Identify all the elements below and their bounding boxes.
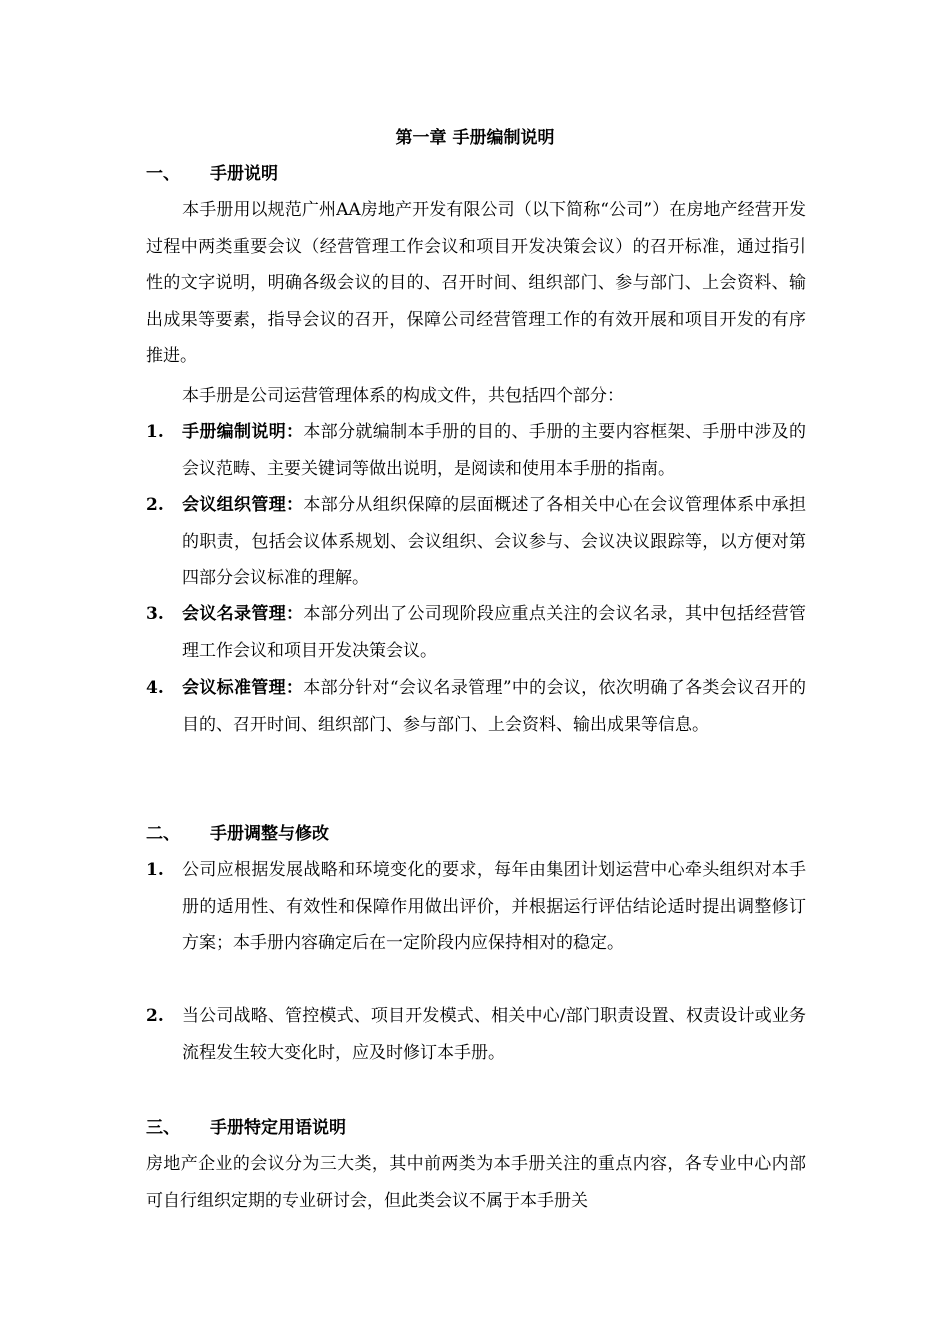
section-title: 手册调整与修改: [210, 824, 329, 844]
paragraph-meeting-types: [146, 1146, 806, 1219]
list-item-number: 1.: [146, 422, 164, 442]
list-item: [146, 414, 806, 487]
section-title: 手册特定用语说明: [210, 1118, 346, 1138]
list-item-text: 本部分就编制本手册的目的、手册的主要内容框架、手册中涉及的会议范畴、主要关键词等做出说明，是阅读和使用本手册的指南。: [182, 422, 807, 479]
section-number: 一、: [146, 164, 180, 184]
section-heading-3: [146, 1116, 346, 1140]
paragraph-text: 本手册用以规范广州AA房地产开发有限公司（以下简称“公司”）在房地产经营开发过程中两类重要会议（经营管理工作会议和项目开发决策会议）的召开标准，通过指引性的文字说明，明确各级会议的目的、召开时间、组织部门、参与部门、上会资料、输出成果等要素，指导会议的召开，保障公司经营管理工作的有效开展和项目开发的有序推进。: [146, 200, 806, 366]
list-item-number: 3.: [146, 604, 164, 624]
list-item-term: 会议标准管理：: [182, 678, 304, 698]
list-item-term: 手册编制说明：: [182, 422, 304, 442]
list-item-number: 1.: [146, 860, 164, 880]
list-item-text: 公司应根据发展战略和环境变化的要求，每年由集团计划运营中心牵头组织对本手册的适用性、有效性和保障作用做出评价，并根据运行评估结论适时提出调整修订方案；本手册内容确定后在一定阶段内应保持相对的稳定。: [182, 860, 806, 953]
chapter-title: 第一章 手册编制说明: [395, 128, 555, 148]
list-item: [146, 487, 806, 597]
paragraph-manual-parts: [146, 378, 806, 415]
list-item: [146, 670, 806, 743]
list-item: [146, 998, 806, 1071]
paragraph-manual-purpose: [146, 192, 806, 375]
section-heading-1: [146, 162, 278, 186]
list-item-text: 本部分针对“会议名录管理”中的会议，依次明确了各类会议召开的目的、召开时间、组织部门、参与部门、上会资料、输出成果等信息。: [182, 678, 806, 735]
paragraph-text: 房地产企业的会议分为三大类，其中前两类为本手册关注的重点内容，各专业中心内部可自行组织定期的专业研讨会，但此类会议不属于本手册关: [146, 1154, 806, 1211]
paragraph-text: 本手册是公司运营管理体系的构成文件，共包括四个部分：: [182, 386, 624, 406]
list-item: [146, 596, 806, 669]
list-item-term: 会议组织管理：: [182, 495, 304, 515]
list-item: [146, 852, 806, 962]
section-title: 手册说明: [210, 164, 278, 184]
section-heading-2: [146, 822, 329, 846]
section-number: 三、: [146, 1118, 180, 1138]
list-item-text: 当公司战略、管控模式、项目开发模式、相关中心/部门职责设置、权责设计或业务流程发生较大变化时，应及时修订本手册。: [182, 1006, 806, 1063]
list-item-text: 本部分从组织保障的层面概述了各相关中心在会议管理体系中承担的职责，包括会议体系规划、会议组织、会议参与、会议决议跟踪等，以方便对第四部分会议标准的理解。: [182, 495, 807, 588]
list-item-number: 4.: [146, 678, 164, 698]
list-item-term: 会议名录管理：: [182, 604, 304, 624]
list-item-number: 2.: [146, 495, 164, 515]
section-number: 二、: [146, 824, 180, 844]
list-item-text: 本部分列出了公司现阶段应重点关注的会议名录，其中包括经营管理工作会议和项目开发决策会议。: [182, 604, 807, 661]
list-item-number: 2.: [146, 1006, 164, 1026]
